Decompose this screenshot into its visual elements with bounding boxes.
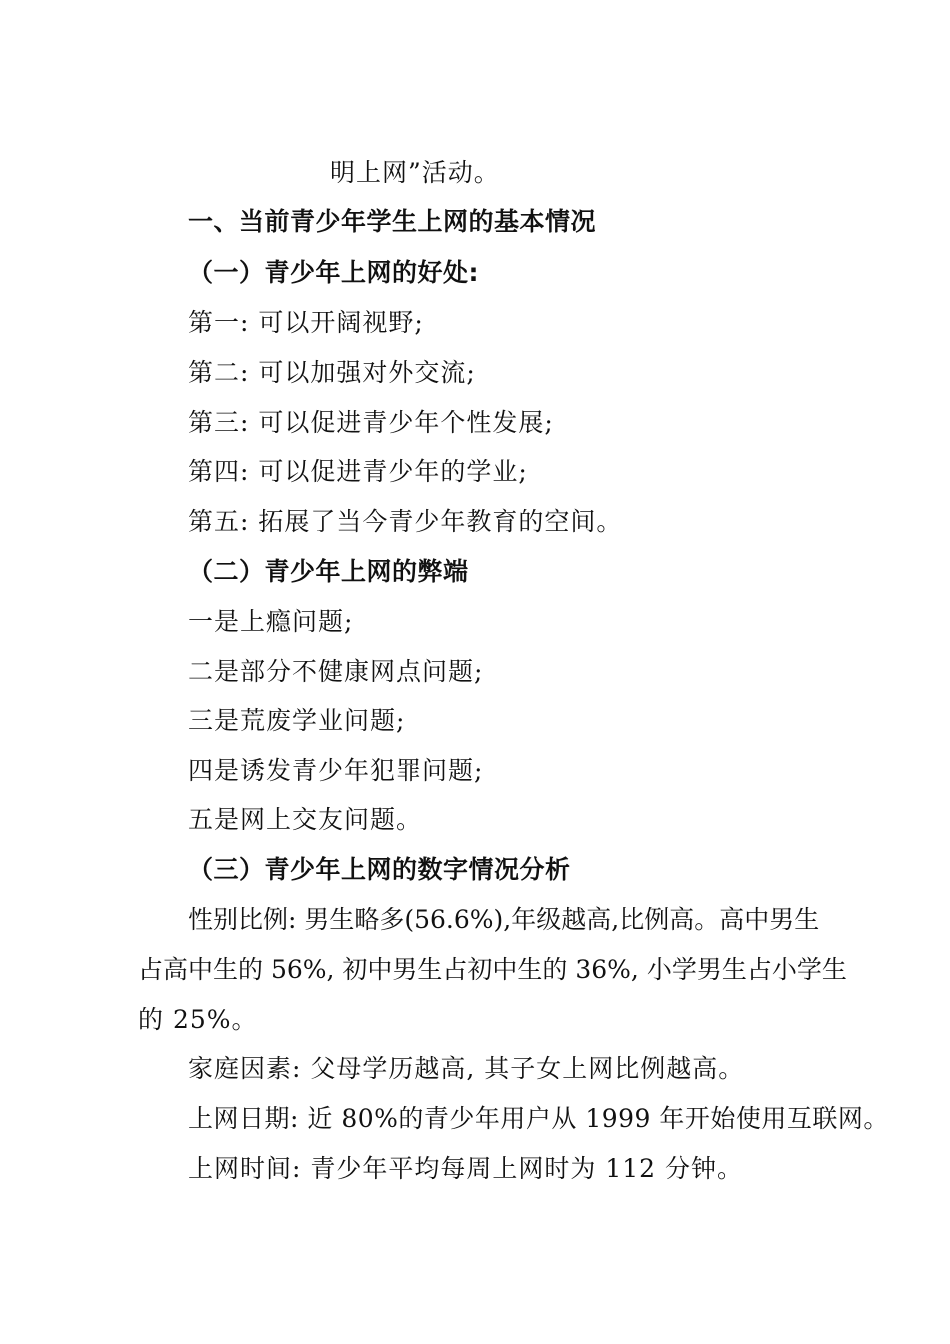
drawback-item-4: 四是诱发青少年犯罪问题; [188, 756, 484, 785]
online-time-line: 上网时间: 青少年平均每周上网时为 112 分钟。 [188, 1154, 743, 1183]
subsection-heading-benefits: （一）青少年上网的好处: [188, 258, 479, 287]
subsection-heading-drawbacks: （二）青少年上网的弊端 [188, 557, 469, 586]
drawback-item-1: 一是上瘾问题; [188, 607, 354, 636]
gender-ratio-line-3: 的 25%。 [138, 1005, 258, 1034]
section-heading: 一、当前青少年学生上网的基本情况 [188, 207, 597, 236]
drawback-item-3: 三是荒废学业问题; [188, 706, 406, 735]
gender-ratio-line-1: 性别比例: 男生略多(56.6%),年级越高,比例高。高中男生 [188, 905, 820, 934]
benefit-item-4: 第四: 可以促进青少年的学业; [188, 457, 528, 486]
benefit-item-2: 第二: 可以加强对外交流; [188, 358, 476, 387]
online-date-line: 上网日期: 近 80%的青少年用户从 1999 年开始使用互联网。 [188, 1104, 889, 1133]
drawback-item-2: 二是部分不健康网点问题; [188, 657, 484, 686]
subsection-heading-statistics: （三）青少年上网的数字情况分析 [188, 855, 571, 884]
drawback-item-5: 五是网上交友问题。 [188, 805, 423, 834]
benefit-item-1: 第一: 可以开阔视野; [188, 308, 424, 337]
benefit-item-5: 第五: 拓展了当今青少年教育的空间。 [188, 507, 623, 536]
family-factor-line: 家庭因素: 父母学历越高, 其子女上网比例越高。 [188, 1054, 745, 1083]
benefit-item-3: 第三: 可以促进青少年个性发展; [188, 408, 554, 437]
continuation-line: 明上网”活动。 [330, 158, 500, 187]
gender-ratio-line-2: 占高中生的 56%, 初中男生占初中生的 36%, 小学男生占小学生 [138, 955, 847, 984]
